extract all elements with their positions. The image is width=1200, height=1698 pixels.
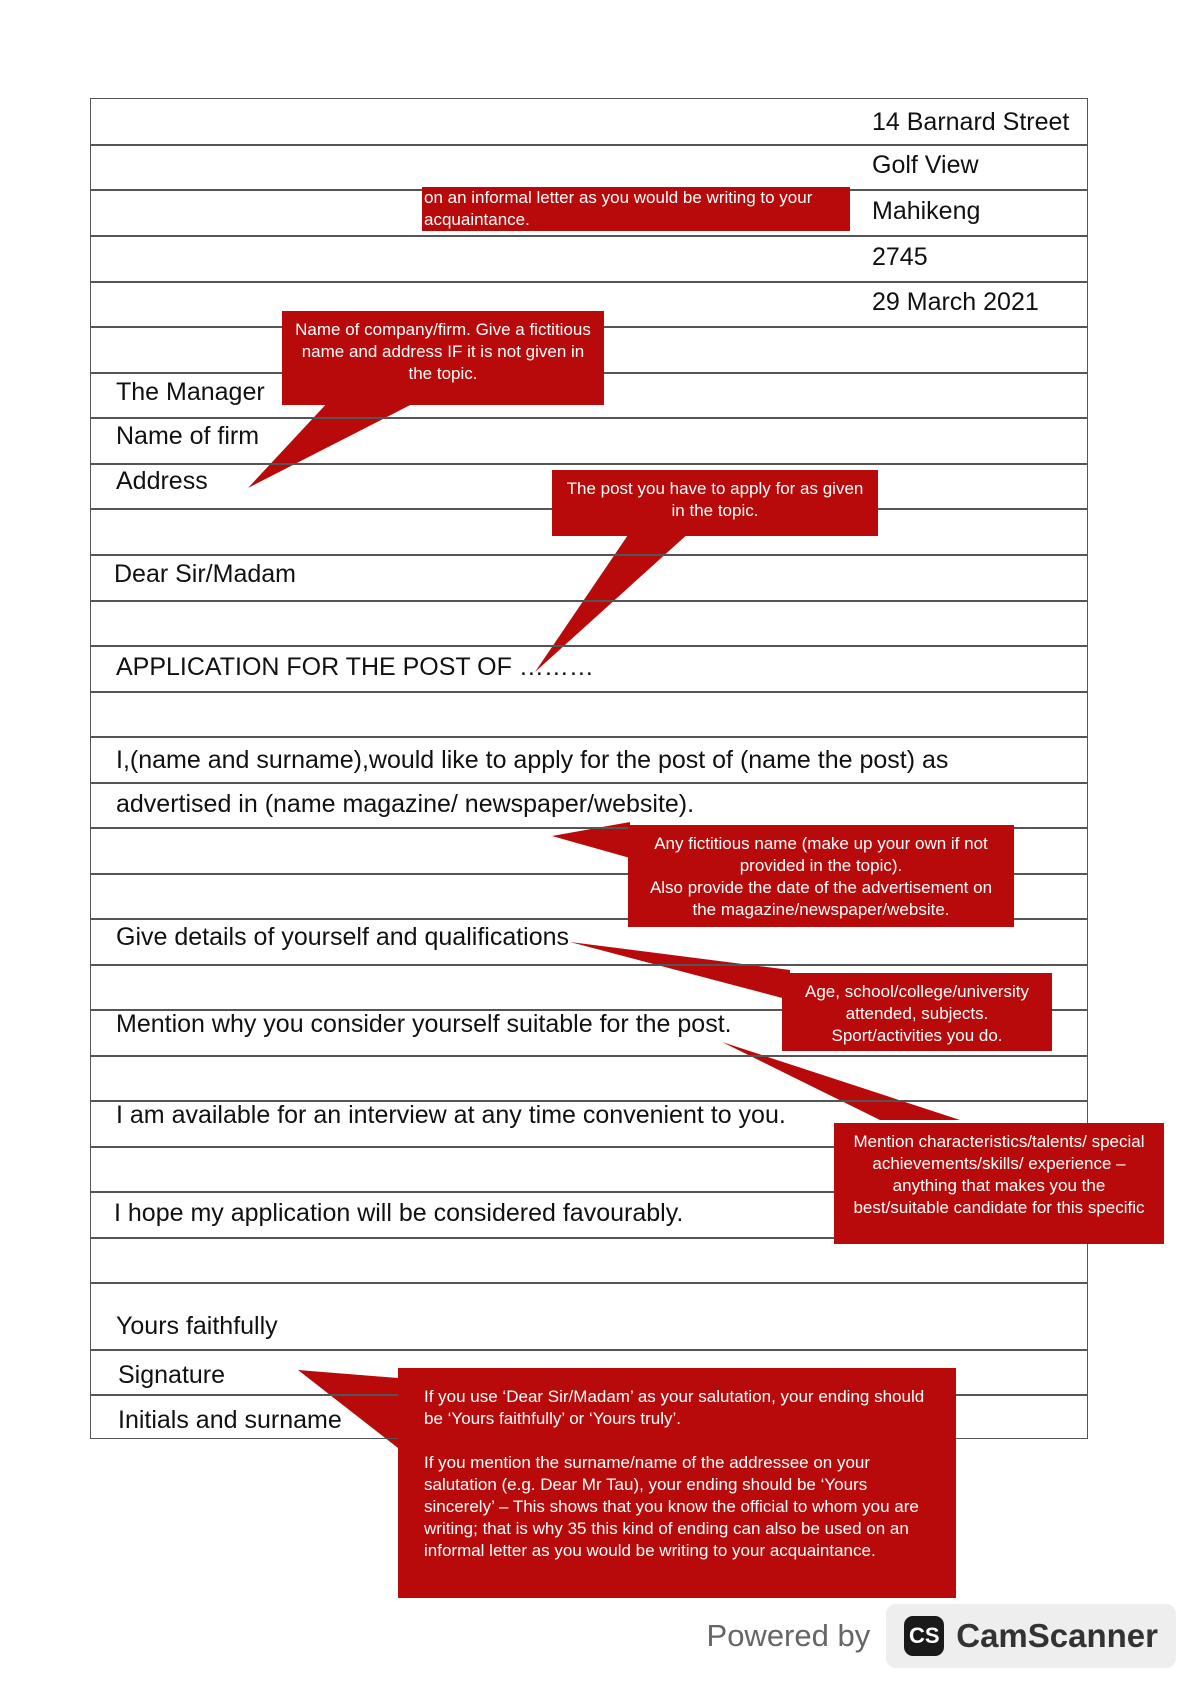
table-rule (90, 600, 1088, 602)
camscanner-watermark (707, 1604, 1176, 1668)
advertisement-callout (628, 825, 1014, 927)
table-rule (90, 736, 1088, 738)
letter-date: 29 March 2021 (872, 288, 1039, 316)
stray-text-line-2: acquaintance. (424, 210, 530, 229)
post-callout-text: The post you have to apply for as given in the topic. (566, 479, 864, 520)
address-suburb: Golf View (872, 151, 979, 179)
signature-line: Signature (118, 1361, 226, 1389)
firm-callout-text: Name of company/firm. Give a fictitious name and address IF it is not given in the topic. (295, 320, 591, 383)
table-rule (90, 144, 1088, 146)
address-town: Mahikeng (872, 197, 981, 225)
table-rule (90, 691, 1088, 693)
recipient-title: The Manager (116, 378, 265, 406)
salutation: Dear Sir/Madam (114, 560, 296, 588)
ending-callout-text-2: If you mention the surname/name of the addressee on your salutation (e.g. Dear Mr Tau), your ending should be ‘Yours sincerely’ – This shows that you know the official to whom you are writing; that is why 35 this kind of ending can also be used on an informal letter as you would be writing to your acquaintance. (424, 1453, 919, 1560)
camscanner-badge (886, 1604, 1176, 1668)
address-street: 14 Barnard Street (872, 108, 1070, 136)
suitability-line: Mention why you consider yourself suitable for the post. (116, 1010, 732, 1038)
firm-callout (282, 311, 604, 405)
closing-line: Yours faithfully (116, 1312, 278, 1340)
ending-callout-text-1: If you use ‘Dear Sir/Madam’ as your salutation, your ending should be ‘Yours faithfully’ or ‘Yours truly’. (424, 1387, 925, 1428)
powered-by-label: Powered by (706, 1618, 871, 1653)
table-rule (90, 463, 1088, 465)
table-rule (90, 554, 1088, 556)
table-rule (90, 281, 1088, 283)
details-callout-text: Age, school/college/university attended, subjects. Sport/activities you do. (805, 982, 1029, 1045)
camscanner-name: CamScanner (956, 1617, 1158, 1654)
table-rule (90, 1055, 1088, 1057)
recipient-address: Address (116, 467, 208, 495)
intro-line-1: I,(name and surname),would like to apply for the post of (name the post) as (116, 746, 949, 774)
table-rule (90, 1282, 1088, 1284)
table-rule (90, 417, 1088, 419)
details-line: Give details of yourself and qualifications (116, 923, 570, 951)
ending-callout (398, 1368, 956, 1598)
address-code: 2745 (872, 243, 928, 271)
suitability-callout-text: Mention characteristics/talents/ special achievements/skills/ experience – anything that makes you the best/suitable candidate for this specific (853, 1132, 1145, 1217)
table-rule (90, 1349, 1088, 1351)
details-callout (782, 973, 1052, 1051)
camscanner-logo-icon: CS (904, 1616, 944, 1656)
recipient-firm: Name of firm (116, 422, 260, 450)
stray-highlight-text (422, 187, 850, 231)
table-rule (90, 964, 1088, 966)
table-rule (90, 235, 1088, 237)
hope-line: I hope my application will be considered favourably. (114, 1199, 684, 1227)
ad-callout-text-1: Any fictitious name (make up your own if not provided in the topic). (654, 834, 988, 875)
initials-line: Initials and surname (118, 1406, 342, 1434)
subject-line: APPLICATION FOR THE POST OF ……… (116, 653, 594, 681)
availability-line: I am available for an interview at any time convenient to you. (116, 1101, 786, 1129)
table-rule (90, 782, 1088, 784)
intro-line-2: advertised in (name magazine/ newspaper/website). (116, 790, 695, 818)
suitability-callout (834, 1123, 1164, 1244)
post-callout (552, 470, 878, 536)
stray-text-line-1: on an informal letter as you would be writing to your (424, 188, 813, 207)
ad-callout-text-2: Also provide the date of the advertisement on the magazine/newspaper/website. (649, 878, 993, 919)
table-rule (90, 645, 1088, 647)
